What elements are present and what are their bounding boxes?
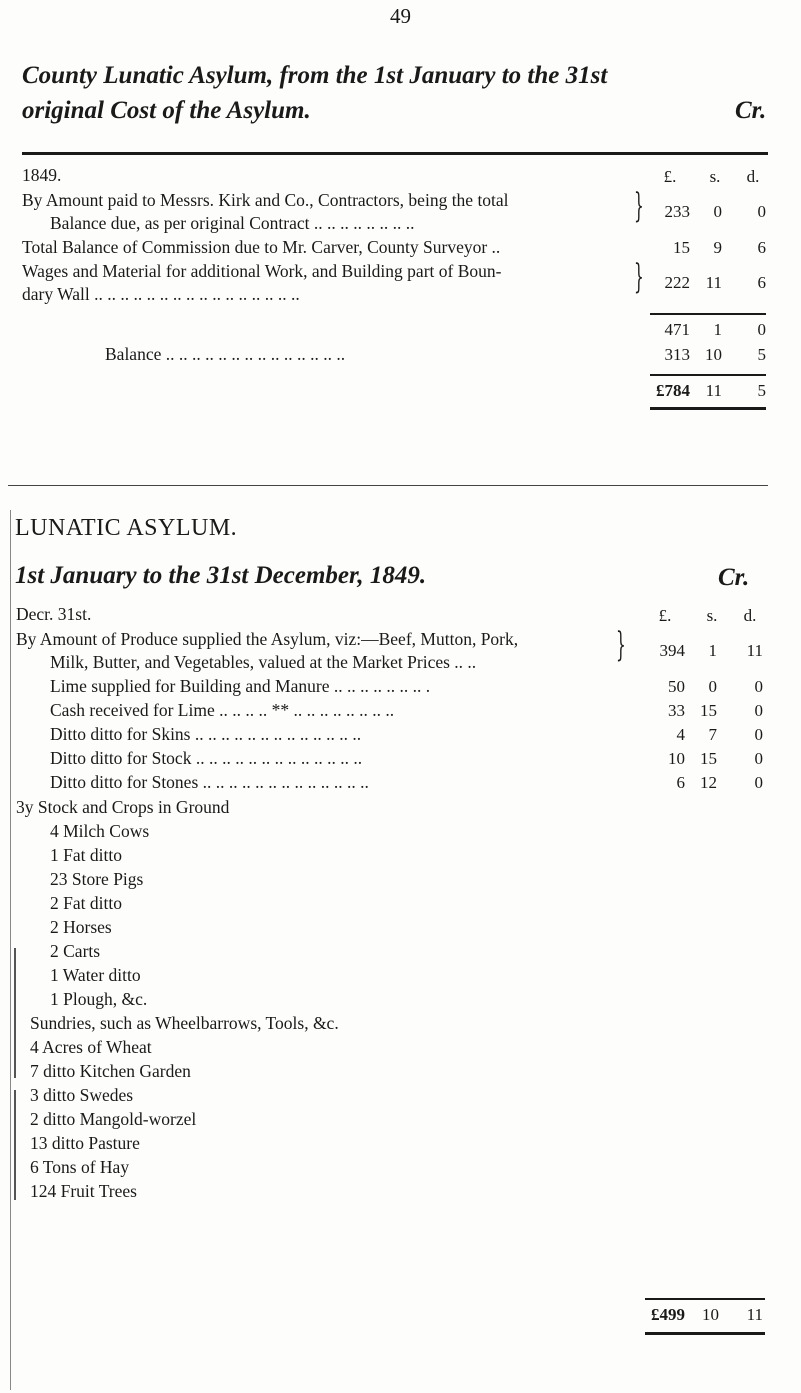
section2-total-shillings: 10 [702,1305,719,1324]
section2-date: Decr. 31st. [16,604,92,624]
section1-balance-pence: 5 [757,345,766,364]
section1-entry3-brace: } [634,257,644,297]
section1-subtotal-pence: 0 [757,320,766,339]
section2-total-rule [645,1298,765,1300]
section1-entry3-pounds: 222 [664,273,690,292]
section1-header-pence: d. [746,167,760,186]
section2-stock-heading: 3y Stock and Crops in Ground [16,797,230,817]
section1-entry3-pence: 6 [757,273,766,292]
section2-entry3-text: Cash received for Lime .. .. .. .. ** .. .. .. .. .. .. .. .. [50,700,395,720]
section2-entry6-pence: 0 [754,773,763,792]
section2-header-pence: d. [743,606,757,625]
section1-subtotal-rule [650,313,766,315]
section1-entry3-line1: Wages and Material for additional Work, and Building part of Boun- [22,261,502,281]
margin-bracket-mark [14,1090,16,1200]
section1-header-shillings: s. [709,167,721,186]
section2-entry1-pounds: 394 [659,641,685,660]
section2-entry4-text: Ditto ditto for Skins .. .. .. .. .. .. .. .. .. .. .. .. .. [50,724,362,744]
section2-entry2-pounds: 50 [668,677,685,696]
section2-header-shillings: s. [706,606,718,625]
section2-cr-label: Cr. [718,564,750,591]
section1-entry1-line2: Balance due, as per original Contract .. .. .. .. .. .. .. .. [50,213,415,233]
section1-balance-pounds: 313 [664,345,690,364]
stock-item: 23 Store Pigs [50,869,144,889]
stock-item: 124 Fruit Trees [30,1181,137,1201]
section1-header-pounds: £. [663,167,677,186]
section2-entry4-shillings: 7 [708,725,717,744]
section1-balance-shillings: 10 [705,345,722,364]
section2-entry5-pence: 0 [754,749,763,768]
section2-entry2-shillings: 0 [708,677,717,696]
section2-entry1-pence: 11 [746,641,763,660]
section2-total-pounds: £499 [651,1305,685,1324]
section1-total-double-rule [650,407,766,410]
section2-entry1-line2: Milk, Butter, and Vegetables, valued at the Market Prices .. .. [50,652,477,672]
section2-entry3-shillings: 15 [700,701,717,720]
section1-entry1-pence: 0 [757,202,766,221]
section2-entry1-line1: By Amount of Produce supplied the Asylum, viz:—Beef, Mutton, Pork, [16,629,519,649]
section2-entry5-pounds: 10 [668,749,685,768]
section1-entry2-shillings: 9 [713,238,722,257]
section2-entry6-shillings: 12 [700,773,717,792]
section1-total-shillings: 11 [705,381,722,400]
section2-entry6-text: Ditto ditto for Stones .. .. .. .. .. .. .. .. .. .. .. .. .. [50,772,369,792]
section-divider [8,485,768,486]
section2-entry2-pence: 0 [754,677,763,696]
stock-item: 4 Milch Cows [50,821,150,841]
section1-title-line1: County Lunatic Asylum, from the 1st January to the 31st [22,62,608,89]
section2-entry2-text: Lime supplied for Building and Manure .. .. .. .. .. .. .. . [50,676,431,696]
section2-entry3-pounds: 33 [668,701,685,720]
section2-entry1-brace: } [616,625,626,665]
section2-header-pounds: £. [658,606,672,625]
section2-total-pence: 11 [746,1305,763,1324]
section1-entry3-line2: dary Wall .. .. .. .. .. .. .. .. .. .. .. .. .. .. .. .. [22,284,300,304]
section2-entry4-pounds: 4 [676,725,685,744]
section1-total-pence: 5 [757,381,766,400]
stock-item: 1 Plough, &c. [50,989,148,1009]
section2-heading: LUNATIC ASYLUM. [15,515,238,541]
section1-entry1-shillings: 0 [713,202,722,221]
section2-subtitle: 1st January to the 31st December, 1849. [15,562,427,589]
section2-entry6-pounds: 6 [676,773,685,792]
section1-top-rule [22,152,768,155]
stock-item: 2 Fat ditto [50,893,122,913]
section1-year: 1849. [22,165,62,185]
stock-item: 2 Horses [50,917,112,937]
section1-subtotal-shillings: 1 [713,320,722,339]
section1-entry2-pounds: 15 [673,238,690,257]
section2-entry4-pence: 0 [754,725,763,744]
section1-entry3-shillings: 11 [705,273,722,292]
margin-bracket-mark [14,948,16,1078]
section1-balance-label: Balance .. .. .. .. .. .. .. .. .. .. .. .. .. .. [105,344,346,364]
section2-entry3-pence: 0 [754,701,763,720]
stock-item: 2 ditto Mangold-worzel [30,1109,197,1129]
stock-item: 4 Acres of Wheat [30,1037,152,1057]
section1-total-pounds: £784 [656,381,690,400]
section1-entry1-line1: By Amount paid to Messrs. Kirk and Co., Contractors, being the total [22,190,509,210]
section1-entry1-pounds: 233 [664,202,690,221]
section1-cr-label: Cr. [735,97,767,124]
stock-item: 1 Fat ditto [50,845,122,865]
section1-total-rule [650,374,766,376]
stock-item: 2 Carts [50,941,101,961]
stock-item: 7 ditto Kitchen Garden [30,1061,191,1081]
section1-title-line2: original Cost of the Asylum. [22,97,311,124]
section1-subtotal-pounds: 471 [664,320,690,339]
section1-entry2-line1: Total Balance of Commission due to Mr. Carver, County Surveyor .. [22,237,501,257]
section2-total-double-rule [645,1332,765,1335]
stock-item: 13 ditto Pasture [30,1133,140,1153]
section1-entry1-brace: } [634,186,644,226]
section2-entry1-shillings: 1 [708,641,717,660]
section2-entry5-text: Ditto ditto for Stock .. .. .. .. .. .. .. .. .. .. .. .. .. [50,748,363,768]
stock-item: Sundries, such as Wheelbarrows, Tools, &c. [30,1013,339,1033]
page-margin-line [10,510,11,1390]
stock-item: 3 ditto Swedes [30,1085,134,1105]
page-number: 49 [390,4,411,28]
section1-entry2-pence: 6 [757,238,766,257]
section2-entry5-shillings: 15 [700,749,717,768]
stock-item: 6 Tons of Hay [30,1157,130,1177]
stock-item: 1 Water ditto [50,965,141,985]
